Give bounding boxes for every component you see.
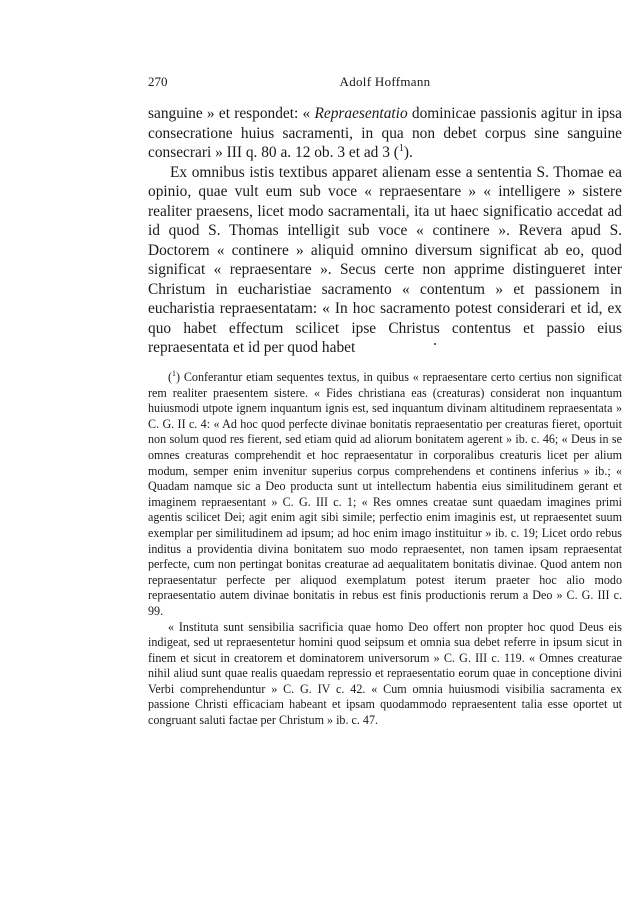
paragraph-1-middle: dominicae passionis agitur in ipsa consecratione huius sacramenti, in qua non debet corpus sine sanguine consecrari » III q. 80 a. 12 ob. 3 et ad 3 ( [148,105,622,161]
paragraph-1-start: sanguine » et respondet: « [148,105,315,122]
footnote-continuation: « Instituta sunt sensibilia sacrificia quae homo Deo offert non propter hoc quod Deus eis indigeat, sed ut repraesentetur homini quod seipsum et omnia sua debet referre in ipsum sicut in finem et sicut in creatorem et dominatorem universorum » C. G. III c. 119. « Omnes creaturae nihil aliud sunt quae realis quaedam repressio et repraesentatio eorum quae in conceptione divini Verbi comprehenduntur » C. G. IV c. 42. « Cum omnia huiusmodi visibilia sacramenta ex passione Christi efficaciam habeant et ipsam quodammodo repraesentent talia esse oportet ut congruant saluti factae per Christum » ib. c. 47. [148,619,622,728]
footnote-mark: 1 [172,368,176,378]
page-number: 270 [148,74,168,89]
page-header [148,74,622,94]
italic-term: Repraesentatio [314,105,408,122]
footnote-1-text: ) Conferantur etiam sequentes textus, in quibus « repraesentare certo certius non significat rem realiter praesentem sistere. « Fides christiana eas (creaturas) considerat non inquantum huiusmodi utpote ignem inquantum ignis est, sed inquantum divinam altitudinem repraesentata » C. G. II c. 4: « Ad hoc quod perfecte divinae bonitatis repraesentatio per creaturas fieret, oportuit non solum quod res fierent, sed etiam quid ad aliorum bonitatem agerent » ib. c. 46; « Deus in se omnes creaturas comprehendit et hoc repraesentatur in corporalibus creaturis licet per alium modum, semper enim invenitur superius corpus comprehendens et continens inferius » ib.; « Quadam namque sic a Deo producta sunt ut intellectum habentia eius similitudinem gerant et imaginem repraesentant » C. G. III c. 1; « Res omnes creatae sunt quaedam imagines primi agentis scilicet Dei; agit enim agit sibi simile; perfectio enim imaginis est, ut repraesentet suum exemplar per similitudinem ad ipsum; ad hoc enim imago instituitur » ib. c. 19; Licet ordo rebus inditus a providentia divina bonitatem suo modo repraesentet, non tamen ipsam repraesentat perfecte, cum non pertingat bonitas creaturae ad aequalitatem bonitatis divinae. Quod antem non repraesentatur perfecte per aliquod exemplatum potest iterum praeter hoc alio modo repraesentatio autem divinae bonitatis in rebus est finis productionis rerum a Deo » C. G. III c. 99. [148,370,622,618]
footnotes [148,370,622,729]
paragraph-2: Ex omnibus istis textibus apparet alienam esse a sententia S. Thomae ea opinio, quae vult eum sub voce « repraesentare » « intelligere » sistere realiter praesens, licet modo sacramentali, ita ut haec significatio accedat ad id quod S. Thomas intelligit sub voce « continere ». Revera apud S. Doctorem « continere » aliquid omnino diversum significat ab eo, quod significat « repraesentare ». Secus certe non apprime distingueret inter Christum in eucharistiae sacramento « contentum » et passionem in eucharistia repraesentatam: « In hoc sacramento potest considerari et id, ex quo habet effectum scilicet ipse Christus contentus et passio eius repraesentata et id per quod habet [148,163,622,356]
main-text [148,104,622,358]
running-head: Adolf Hoffmann [339,74,431,89]
paragraph-1-end: ). [403,144,413,161]
separator-dot [434,343,436,345]
footnote-1: ($^1$) Conferantur etiam sequentes textus, in quibus « repraesentare certo certius non significat rem realiter praesentem sistere. « Fides christiana eas (creaturas) considerat non inquantum huiusmodi utpote ignem inquantum ignis est, sed inquantum divinam altitudinem repraesentata » C. G. II c. 4: « Ad hoc quod perfecte divinae bonitatis repraesentatio per creaturas fieret, oportuit non solum quod res fierent, sed etiam quid ad aliorum bonitatem agerent » ib. c. 46; « Deus in se omnes creaturas comprehendit et hoc repraesentatur in corporalibus creaturis licet per alium modum, semper enim invenitur superius corpus comprehendens et continens inferius » ib.; « Quadam namque sic a Deo producta sunt ut intellectum habentia eius similitudinem gerant et imaginem repraesentant » C. G. III c. 1; « Res omnes creatae sunt quaedam imagines primi agentis scilicet Dei; agit enim agit sibi simile; perfectio enim imaginis est, ut repraesentet suum exemplar per similitudinem ad ipsum; ad hoc enim imago instituitur » ib. c. 19; Licet ordo rebus inditus a providentia divina bonitatem suo modo repraesentet, non tamen ipsam repraesentat perfecte, cum non pertingat bonitas creaturae ad aequalitatem bonitatis divinae. Quod antem non repraesentatur perfecte per aliquod exemplatum potest iterum praeter hoc alio modo repraesentatio autem divinae bonitatis in rebus est finis productionis rerum a Deo » C. G. III c. 99. [148,368,622,618]
footnote-reference: 1 [398,142,404,154]
paragraph-1 [148,104,622,163]
